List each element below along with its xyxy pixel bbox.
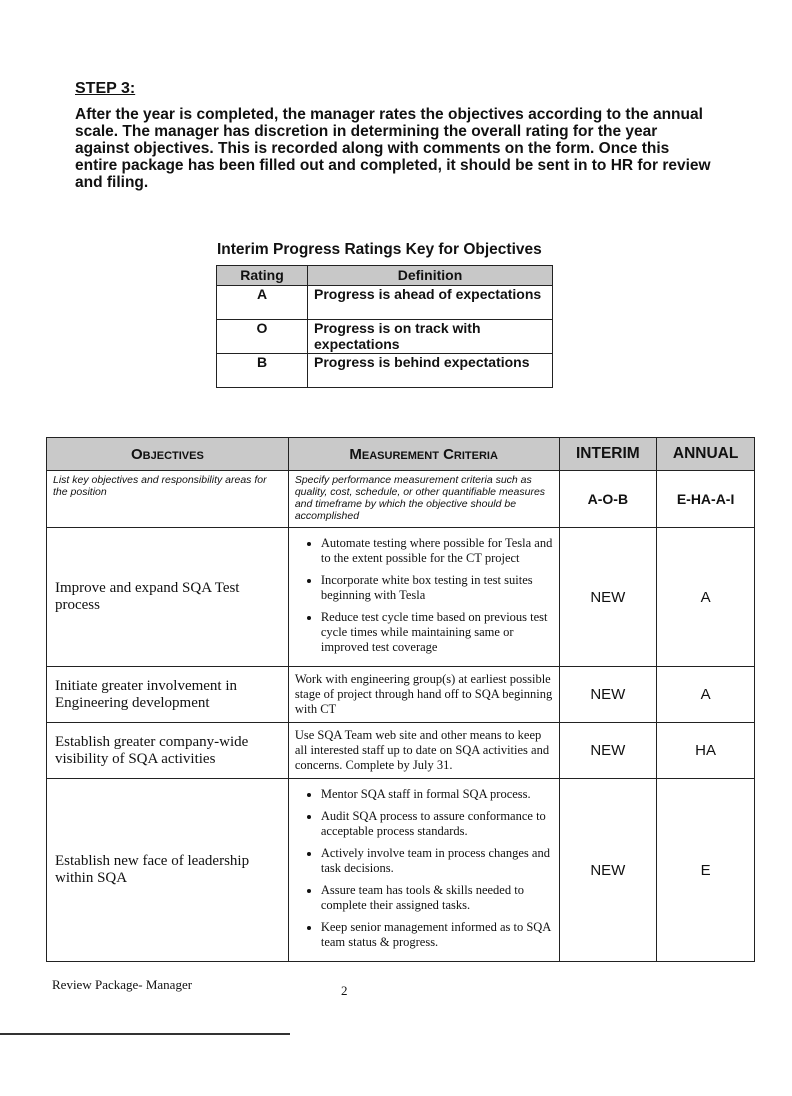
interim-rating: NEW — [559, 779, 657, 962]
key-definition: Progress is on track with expectations — [308, 320, 553, 354]
interim-rating: NEW — [559, 723, 657, 779]
header-objectives: Objectives — [47, 438, 289, 471]
key-rating: B — [217, 354, 308, 388]
key-row — [217, 286, 553, 320]
objective-text: Improve and expand SQA Test process — [47, 528, 289, 667]
key-definition: Progress is behind expectations — [308, 354, 553, 388]
annual-rating: A — [657, 667, 755, 723]
ratings-key-title: Interim Progress Ratings Key for Objectives — [217, 241, 542, 258]
criteria-text: Use SQA Team web site and other means to keep all interested staff up to date on SQA activities and concerns. Complete by July 31. — [288, 723, 559, 779]
criteria-instruction: Specify performance measurement criteria such as quality, cost, schedule, or other quantifiable measures and timeframe by which the objective should be accomplished — [288, 471, 559, 528]
objective-text: Initiate greater involvement in Engineering development — [47, 667, 289, 723]
criteria-item: • Automate testing where possible for Tesla and to the extent possible for the CT project — [321, 536, 553, 566]
criteria-item: • Incorporate white box testing in test suites beginning with Tesla — [321, 573, 553, 603]
criteria-item: • Mentor SQA staff in formal SQA process. — [321, 787, 553, 802]
key-header-rating: Rating — [217, 266, 308, 286]
scan-artifact-line — [0, 1033, 290, 1035]
key-definition: Progress is ahead of expectations — [308, 286, 553, 320]
table-row — [47, 723, 755, 779]
key-header-definition: Definition — [308, 266, 553, 286]
footer-document-name: Review Package- Manager — [52, 977, 193, 992]
annual-rating: HA — [657, 723, 755, 779]
key-rating: O — [217, 320, 308, 354]
criteria-item: • Actively involve team in process changes and task decisions. — [321, 846, 553, 876]
table-row — [47, 528, 755, 667]
page-number: 2 — [341, 983, 348, 998]
key-rating: A — [217, 286, 308, 320]
instructions-row — [47, 471, 755, 528]
criteria-item: • Keep senior management informed as to SQA team status & progress. — [321, 920, 553, 950]
step-instructions: After the year is completed, the manager rates the objectives according to the annual scale. The manager has discretion in determining the overall rating for the year against objectives. This is recorded along with comments on the form. Once this entire package has been filled out and completed, it should be sent in to HR for review and filing. — [75, 106, 711, 191]
criteria-text: Work with engineering group(s) at earliest possible stage of project through hand off to SQA beginning with CT — [288, 667, 559, 723]
table-row — [47, 779, 755, 962]
key-row — [217, 320, 553, 354]
ratings-key-table — [216, 265, 553, 388]
annual-rating: A — [657, 528, 755, 667]
step-heading: STEP 3: — [75, 80, 136, 97]
objective-text: Establish new face of leadership within SQA — [47, 779, 289, 962]
criteria-list — [288, 779, 559, 962]
interim-rating: NEW — [559, 528, 657, 667]
criteria-item: • Reduce test cycle time based on previous test cycle times while maintaining same or improved test coverage — [321, 610, 553, 655]
interim-scale: A-O-B — [559, 471, 657, 528]
header-measurement-criteria: Measurement Criteria — [288, 438, 559, 471]
criteria-list — [288, 528, 559, 667]
table-row — [47, 667, 755, 723]
header-annual: ANNUAL — [657, 438, 755, 471]
objectives-instruction: List key objectives and responsibility areas for the position — [47, 471, 289, 528]
interim-rating: NEW — [559, 667, 657, 723]
objective-text: Establish greater company-wide visibility of SQA activities — [47, 723, 289, 779]
criteria-item: • Audit SQA process to assure conformance to acceptable process standards. — [321, 809, 553, 839]
annual-scale: E-HA-A-I — [657, 471, 755, 528]
criteria-item: • Assure team has tools & skills needed to complete their assigned tasks. — [321, 883, 553, 913]
annual-rating: E — [657, 779, 755, 962]
header-interim: INTERIM — [559, 438, 657, 471]
key-row — [217, 354, 553, 388]
objectives-table — [46, 437, 755, 962]
